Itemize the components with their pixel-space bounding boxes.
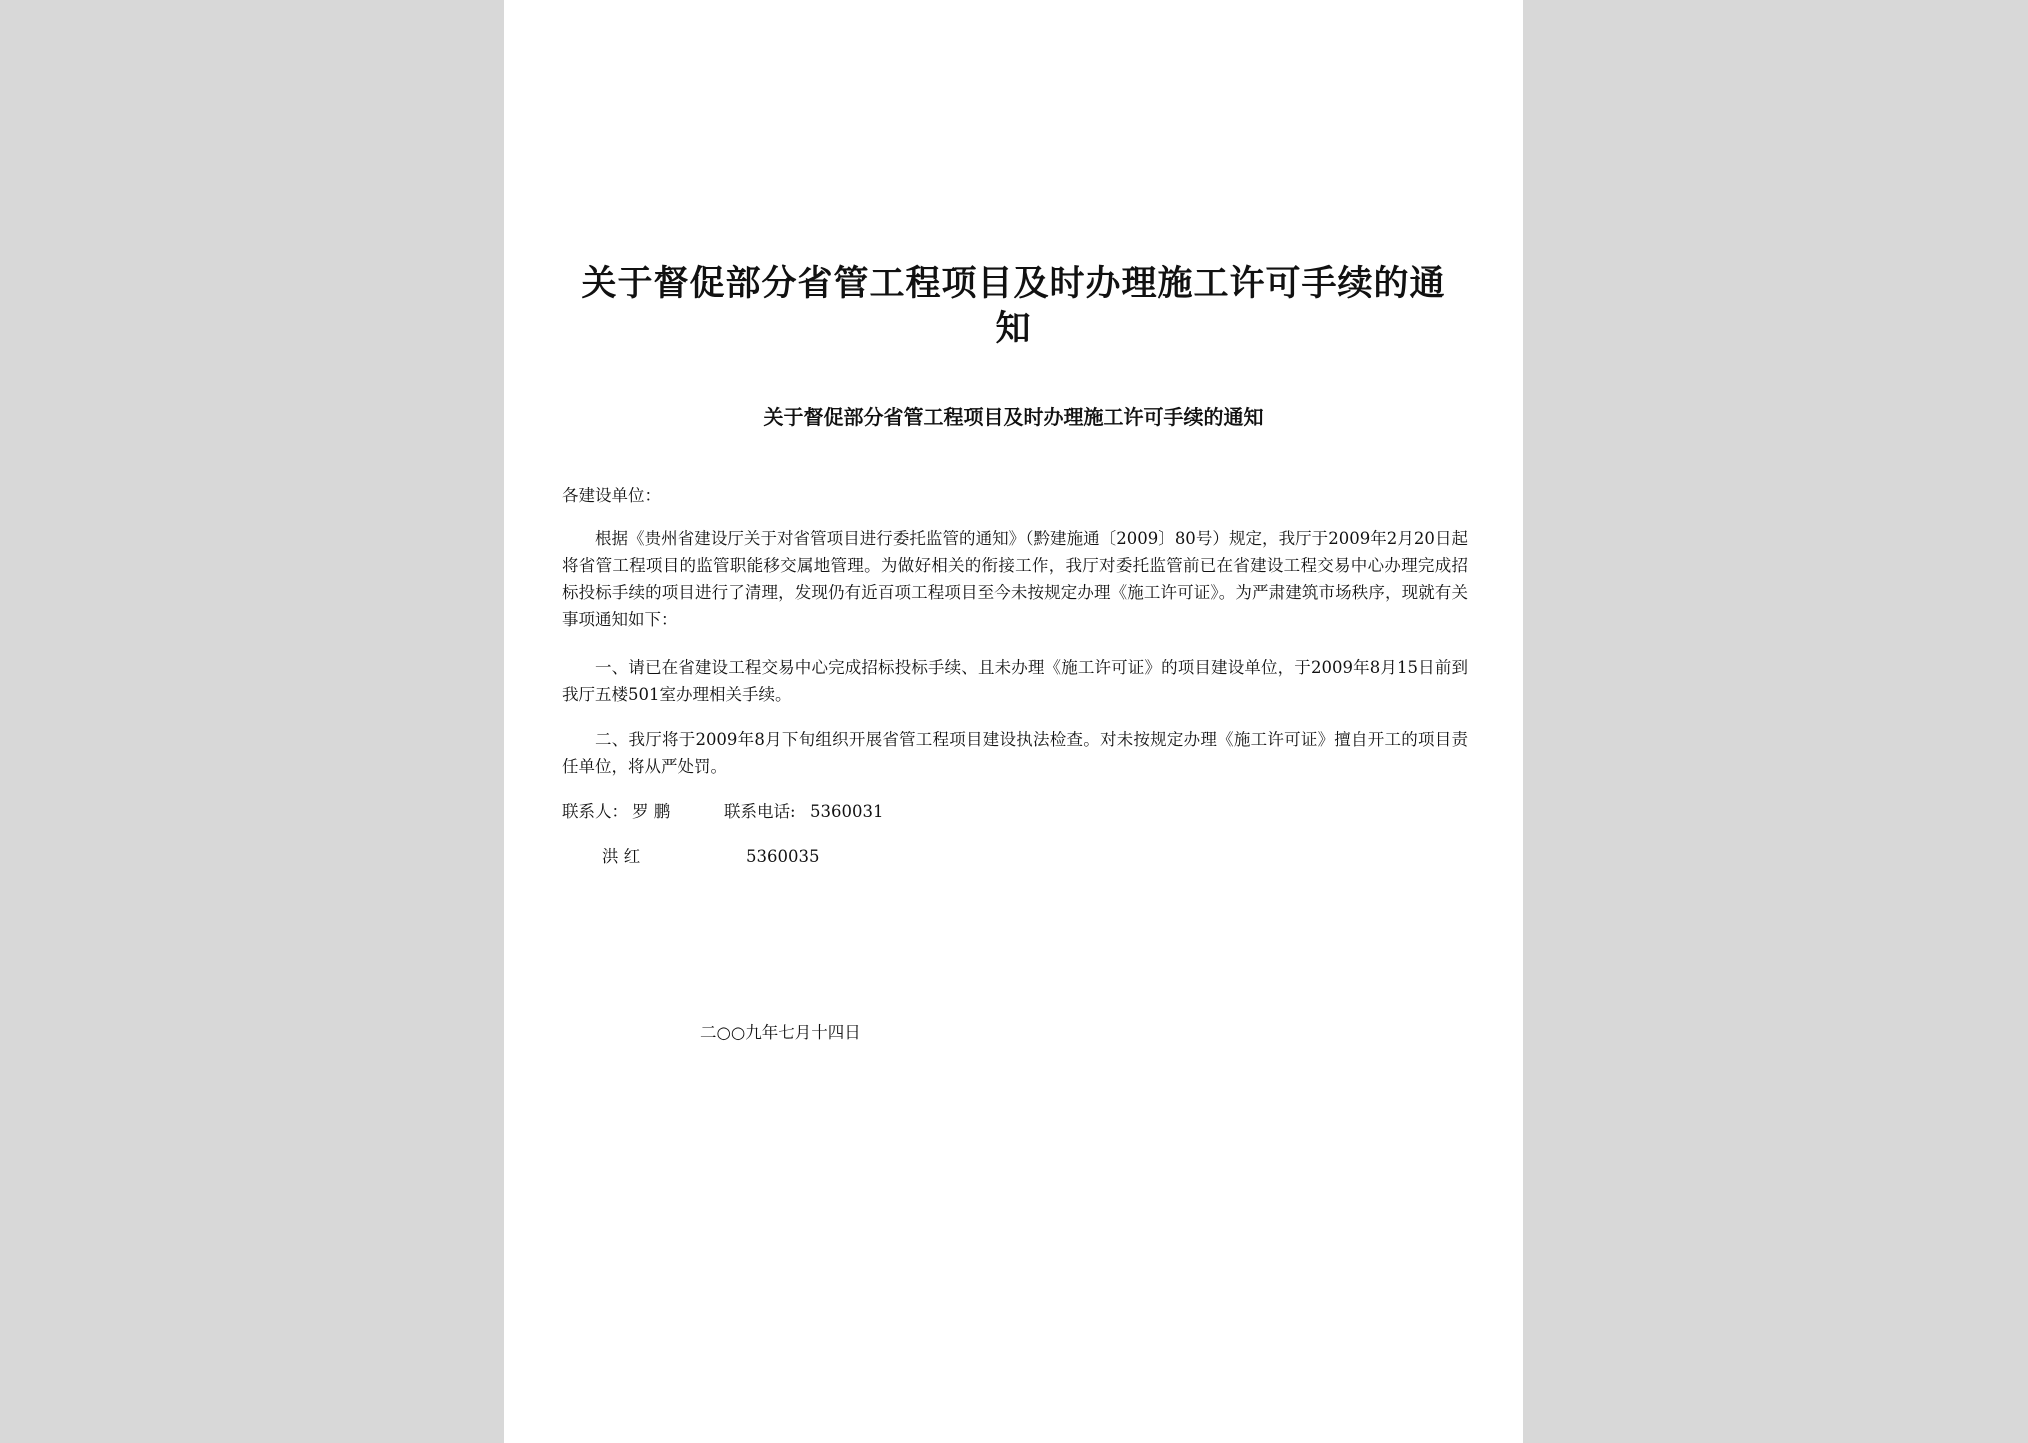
phone-label: 联系电话: <box>724 802 796 821</box>
body-paragraph-3: 二、我厅将于2009年8月下旬组织开展省管工程项目建设执法检查。对未按规定办理《施工许可证》擅自开工的项目责任单位，将从严处罚。 <box>562 730 1468 776</box>
body-paragraph-1: 根据《贵州省建设厅关于对省管项目进行委托监管的通知》（黔建施通〔2009〕80号）规定，我厅于2009年2月20日起将省管工程项目的监管职能移交属地管理。为做好相关的衔接工作，我厅对委托监管前已在省建设工程交易中心办理完成招标投标手续的项目进行了清理，发现仍有近百项工程项目至今未按规定办理《施工许可证》。为严肃建筑市场秩序，现就有关事项通知如下： <box>562 529 1468 629</box>
document-page <box>504 0 1523 1443</box>
salutation: 各建设单位： <box>562 486 661 505</box>
contact-1-name: 罗 鹏 <box>632 802 671 821</box>
contact-label: 联系人： <box>562 802 628 821</box>
document-title: 关于督促部分省管工程项目及时办理施工许可手续的通知 <box>581 264 1446 349</box>
document-date: 二○○九年七月十四日 <box>700 1023 861 1042</box>
contact-2-phone: 5360035 <box>746 847 820 866</box>
document-subtitle: 关于督促部分省管工程项目及时办理施工许可手续的通知 <box>763 405 1264 429</box>
contact-2-name: 洪 红 <box>602 847 641 866</box>
contact-1-phone: 5360031 <box>810 802 884 821</box>
body-paragraph-2: 一、请已在省建设工程交易中心完成招标投标手续、且未办理《施工许可证》的项目建设单位，于2009年8月15日前到我厅五楼501室办理相关手续。 <box>562 658 1468 704</box>
